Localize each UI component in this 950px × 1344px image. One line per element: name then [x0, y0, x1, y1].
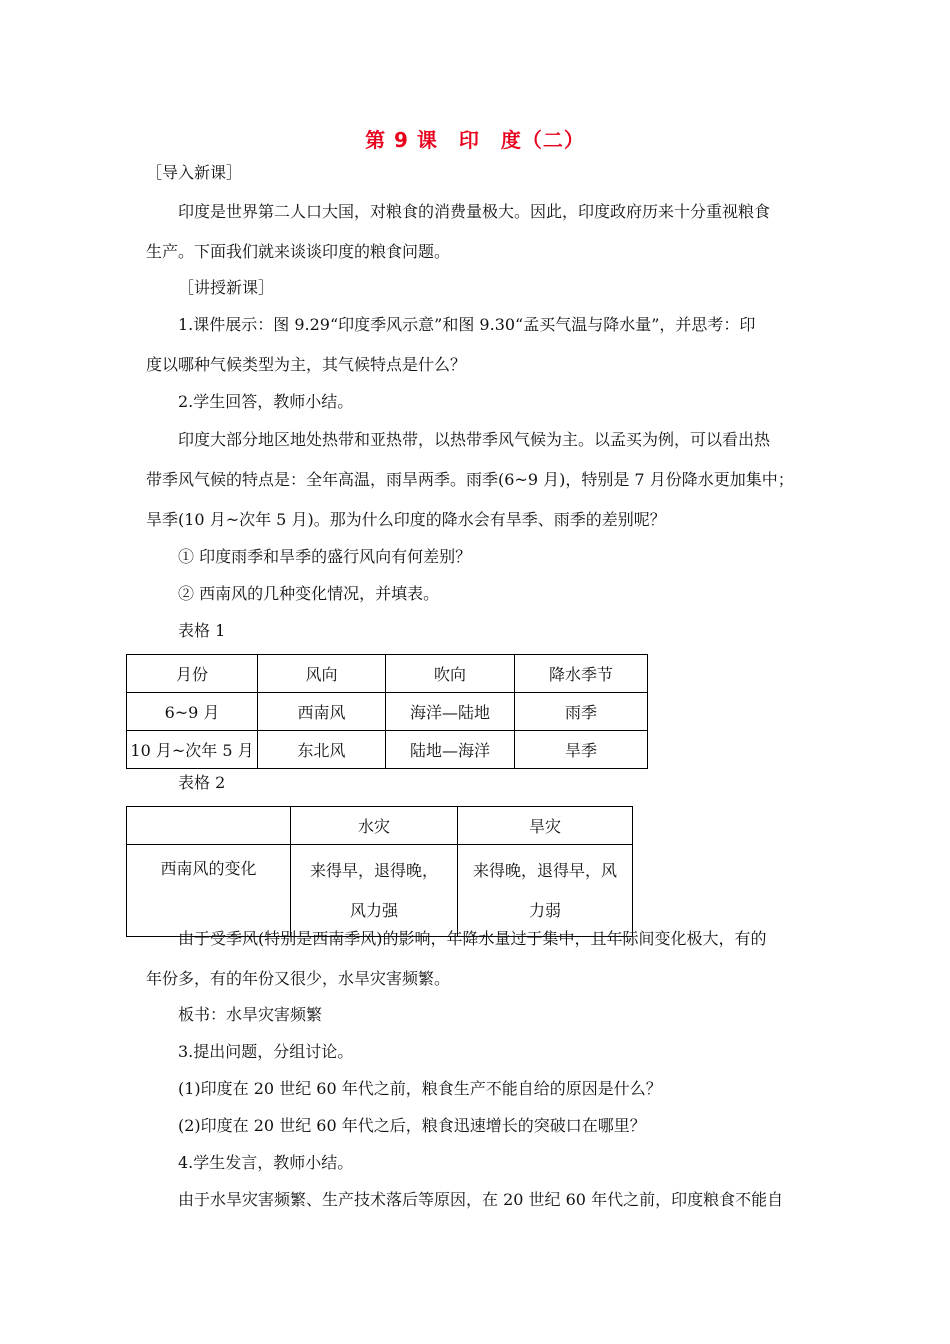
blackboard-note: 板书：水旱灾害频繁 [178, 1005, 323, 1024]
paragraph-line: 印度大部分地区地处热带和亚热带，以热带季风气候为主。以孟买为例，可以看出热 [178, 430, 771, 449]
table-header-row [127, 807, 633, 845]
paragraph-line: 生产。下面我们就来谈谈印度的粮食问题。 [146, 242, 451, 261]
question-item: (1)印度在 20 世纪 60 年代之前，粮食生产不能自给的原因是什么？ [178, 1079, 662, 1098]
paragraph-line: 3.提出问题，分组讨论。 [178, 1042, 354, 1061]
table-header-cell: 降水季节 [515, 655, 648, 693]
table-header-cell: 吹向 [386, 655, 515, 693]
table-caption: 表格 1 [178, 621, 226, 640]
table-caption: 表格 2 [178, 773, 226, 792]
table-header-cell: 风向 [258, 655, 386, 693]
paragraph-line: 由于受季风(特别是西南季风)的影响，年降水量过于集中，且年际间变化极大，有的 [178, 929, 767, 948]
question-item: ② 西南风的几种变化情况，并填表。 [178, 584, 440, 603]
table-header-cell [127, 807, 291, 845]
paragraph-line: 印度是世界第二人口大国，对粮食的消费量极大。因此，印度政府历来十分重视粮食 [178, 202, 771, 221]
page-title: 第 9 课 印 度（二） [365, 128, 585, 152]
paragraph-line: 4.学生发言，教师小结。 [178, 1153, 354, 1172]
paragraph-line: 由于水旱灾害频繁、生产技术落后等原因，在 20 世纪 60 年代之前，印度粮食不能自 [178, 1190, 784, 1209]
table-header-cell: 月份 [127, 655, 258, 693]
table-header-cell: 水灾 [291, 807, 458, 845]
monsoon-table [126, 654, 648, 769]
paragraph-line: 1.课件展示：图 9.29“印度季风示意”和图 9.30“孟买气温与降水量”，并思考：印 [178, 315, 756, 334]
table-cell: 6~9 月 [127, 693, 258, 731]
table-cell: 10 月~次年 5 月 [127, 731, 258, 769]
paragraph-line: 2.学生回答，教师小结。 [178, 392, 354, 411]
question-item: ① 印度雨季和旱季的盛行风向有何差别？ [178, 547, 472, 566]
table-cell: 陆地—海洋 [386, 731, 515, 769]
drought-text-line-1: 来得晚，退得早，风 [472, 861, 617, 880]
section-teach-heading: ［讲授新课］ [178, 278, 275, 297]
drought-text-line-2: 力弱 [528, 901, 561, 920]
flood-text-line-1: 来得早，退得晚， [309, 861, 438, 880]
table-cell [458, 845, 633, 937]
table-row [127, 731, 648, 769]
paragraph-line: 年份多，有的年份又很少，水旱灾害频繁。 [146, 969, 451, 988]
table-header-cell: 旱灾 [458, 807, 633, 845]
table-row [127, 845, 633, 937]
flood-text-line-2: 风力强 [349, 901, 398, 920]
table-header-row [127, 655, 648, 693]
table-cell: 海洋—陆地 [386, 693, 515, 731]
section-intro-heading: ［导入新课］ [146, 163, 243, 182]
table-row-label: 西南风的变化 [127, 845, 291, 937]
table-cell: 东北风 [258, 731, 386, 769]
southwest-wind-table [126, 806, 633, 937]
table-row [127, 693, 648, 731]
paragraph-line: 度以哪种气候类型为主，其气候特点是什么？ [146, 355, 467, 374]
table-cell: 雨季 [515, 693, 648, 731]
question-item: (2)印度在 20 世纪 60 年代之后，粮食迅速增长的突破口在哪里？ [178, 1116, 646, 1135]
paragraph-line: 旱季(10 月~次年 5 月)。那为什么印度的降水会有旱季、雨季的差别呢？ [146, 510, 666, 529]
table-cell: 西南风 [258, 693, 386, 731]
paragraph-line: 带季风气候的特点是：全年高温，雨旱两季。雨季(6~9 月)，特别是 7 月份降水更加集中； [146, 470, 794, 489]
table-cell: 旱季 [515, 731, 648, 769]
table-cell [291, 845, 458, 937]
